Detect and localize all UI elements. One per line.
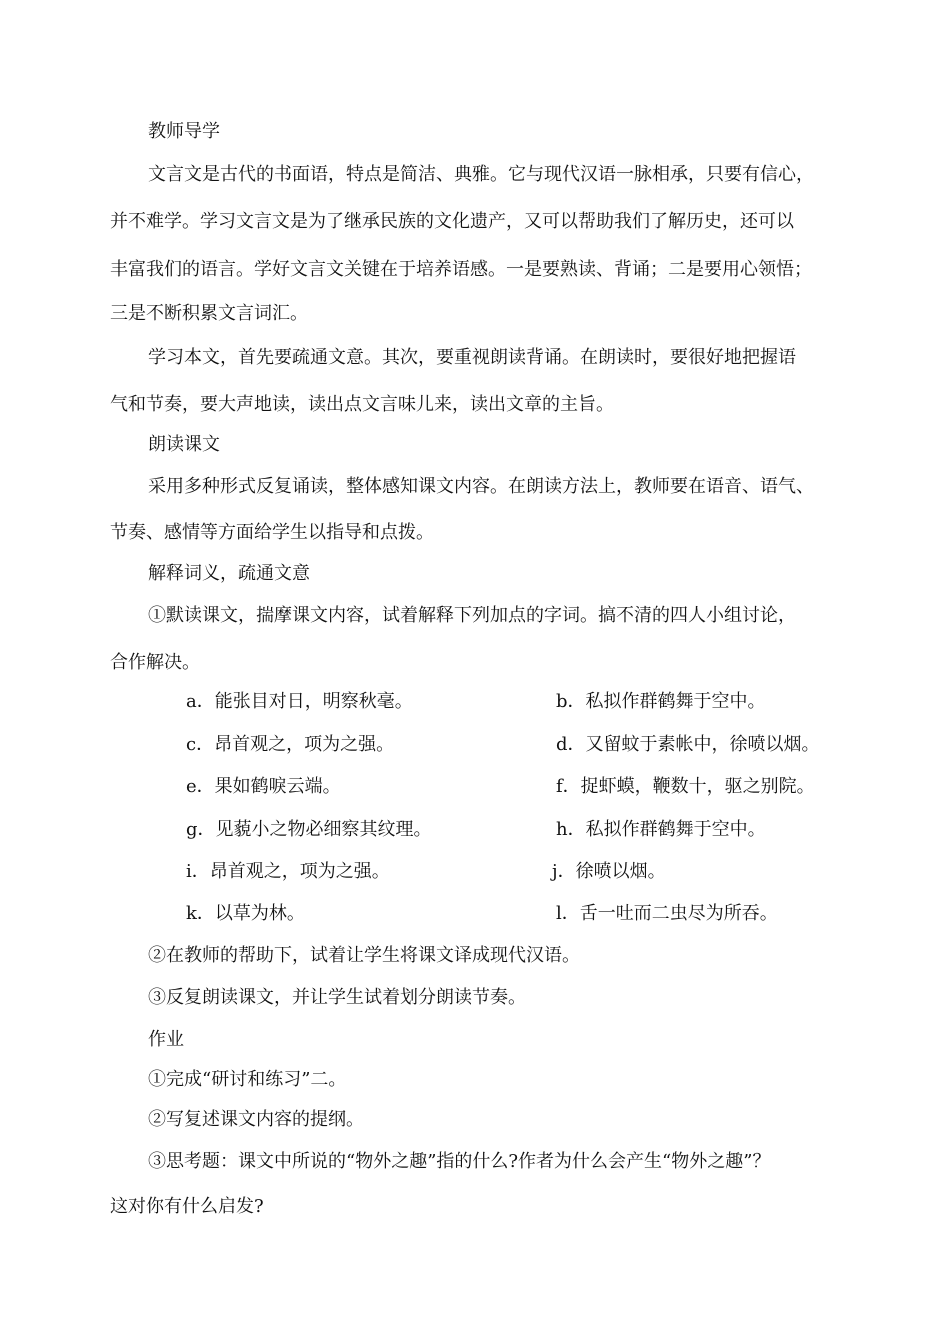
heading-teacher-guide: 教师导学 <box>148 121 220 142</box>
guide-paragraph-1-line-2: 并不难学。学习文言文是为了继承民族的文化遗产，又可以帮助我们了解历史，还可以 <box>110 211 794 232</box>
example-d: d．又留蚊于素帐中，徐喷以烟。 <box>556 734 820 755</box>
homework-item-2: ②写复述课文内容的提纲。 <box>148 1109 364 1130</box>
reading-paragraph-line-2: 节奏、感情等方面给学生以指导和点拨。 <box>110 522 434 543</box>
explain-paragraph-line-2: 合作解决。 <box>110 652 200 673</box>
homework-item-3-line-2: 这对你有什么启发? <box>110 1196 264 1217</box>
guide-paragraph-1-line-4: 三是不断积累文言词汇。 <box>110 303 308 324</box>
example-h: h．私拟作群鹤舞于空中。 <box>556 819 766 840</box>
example-c: c．昂首观之，项为之强。 <box>186 734 395 755</box>
explain-paragraph-2: ②在教师的帮助下，试着让学生将课文译成现代汉语。 <box>148 945 580 966</box>
heading-explain: 解释词义，疏通文意 <box>148 563 310 584</box>
example-e: e．果如鹤唳云端。 <box>186 776 341 797</box>
guide-paragraph-2-line-1: 学习本文，首先要疏通文意。其次，要重视朗读背诵。在朗读时，要很好地把握语 <box>148 347 796 368</box>
guide-paragraph-1-line-1: 文言文是古代的书面语，特点是简洁、典雅。它与现代汉语一脉相承，只要有信心， <box>148 164 814 185</box>
explain-paragraph-3: ③反复朗读课文，并让学生试着划分朗读节奏。 <box>148 987 526 1008</box>
reading-paragraph-line-1: 采用多种形式反复诵读，整体感知课文内容。在朗读方法上，教师要在语音、语气、 <box>148 476 814 497</box>
explain-paragraph-line-1: ①默读课文，揣摩课文内容，试着解释下列加点的字词。搞不清的四人小组讨论， <box>148 605 796 626</box>
example-g: g．见藐小之物必细察其纹理。 <box>186 819 432 840</box>
example-i: i．昂首观之，项为之强。 <box>186 861 390 882</box>
example-j: j．徐喷以烟。 <box>552 861 666 882</box>
example-k: k．以草为林。 <box>186 903 305 924</box>
example-b: b．私拟作群鹤舞于空中。 <box>556 691 766 712</box>
heading-homework: 作业 <box>148 1029 184 1050</box>
guide-paragraph-2-line-2: 气和节奏，要大声地读，读出点文言味儿来，读出文章的主旨。 <box>110 394 614 415</box>
homework-item-1: ①完成“研讨和练习”二。 <box>148 1069 347 1090</box>
heading-reading: 朗读课文 <box>148 434 220 455</box>
homework-item-3-line-1: ③思考题：课文中所说的“物外之趣”指的什么?作者为什么会产生“物外之趣”？ <box>148 1151 771 1172</box>
example-f: f．捉虾蟆，鞭数十，驱之别院。 <box>556 776 815 797</box>
guide-paragraph-1-line-3: 丰富我们的语言。学好文言文关键在于培养语感。一是要熟读、背诵；二是要用心领悟； <box>110 259 812 280</box>
example-l: l．舌一吐而二虫尽为所吞。 <box>556 903 778 924</box>
example-a: a．能张目对日，明察秋毫。 <box>186 691 413 712</box>
